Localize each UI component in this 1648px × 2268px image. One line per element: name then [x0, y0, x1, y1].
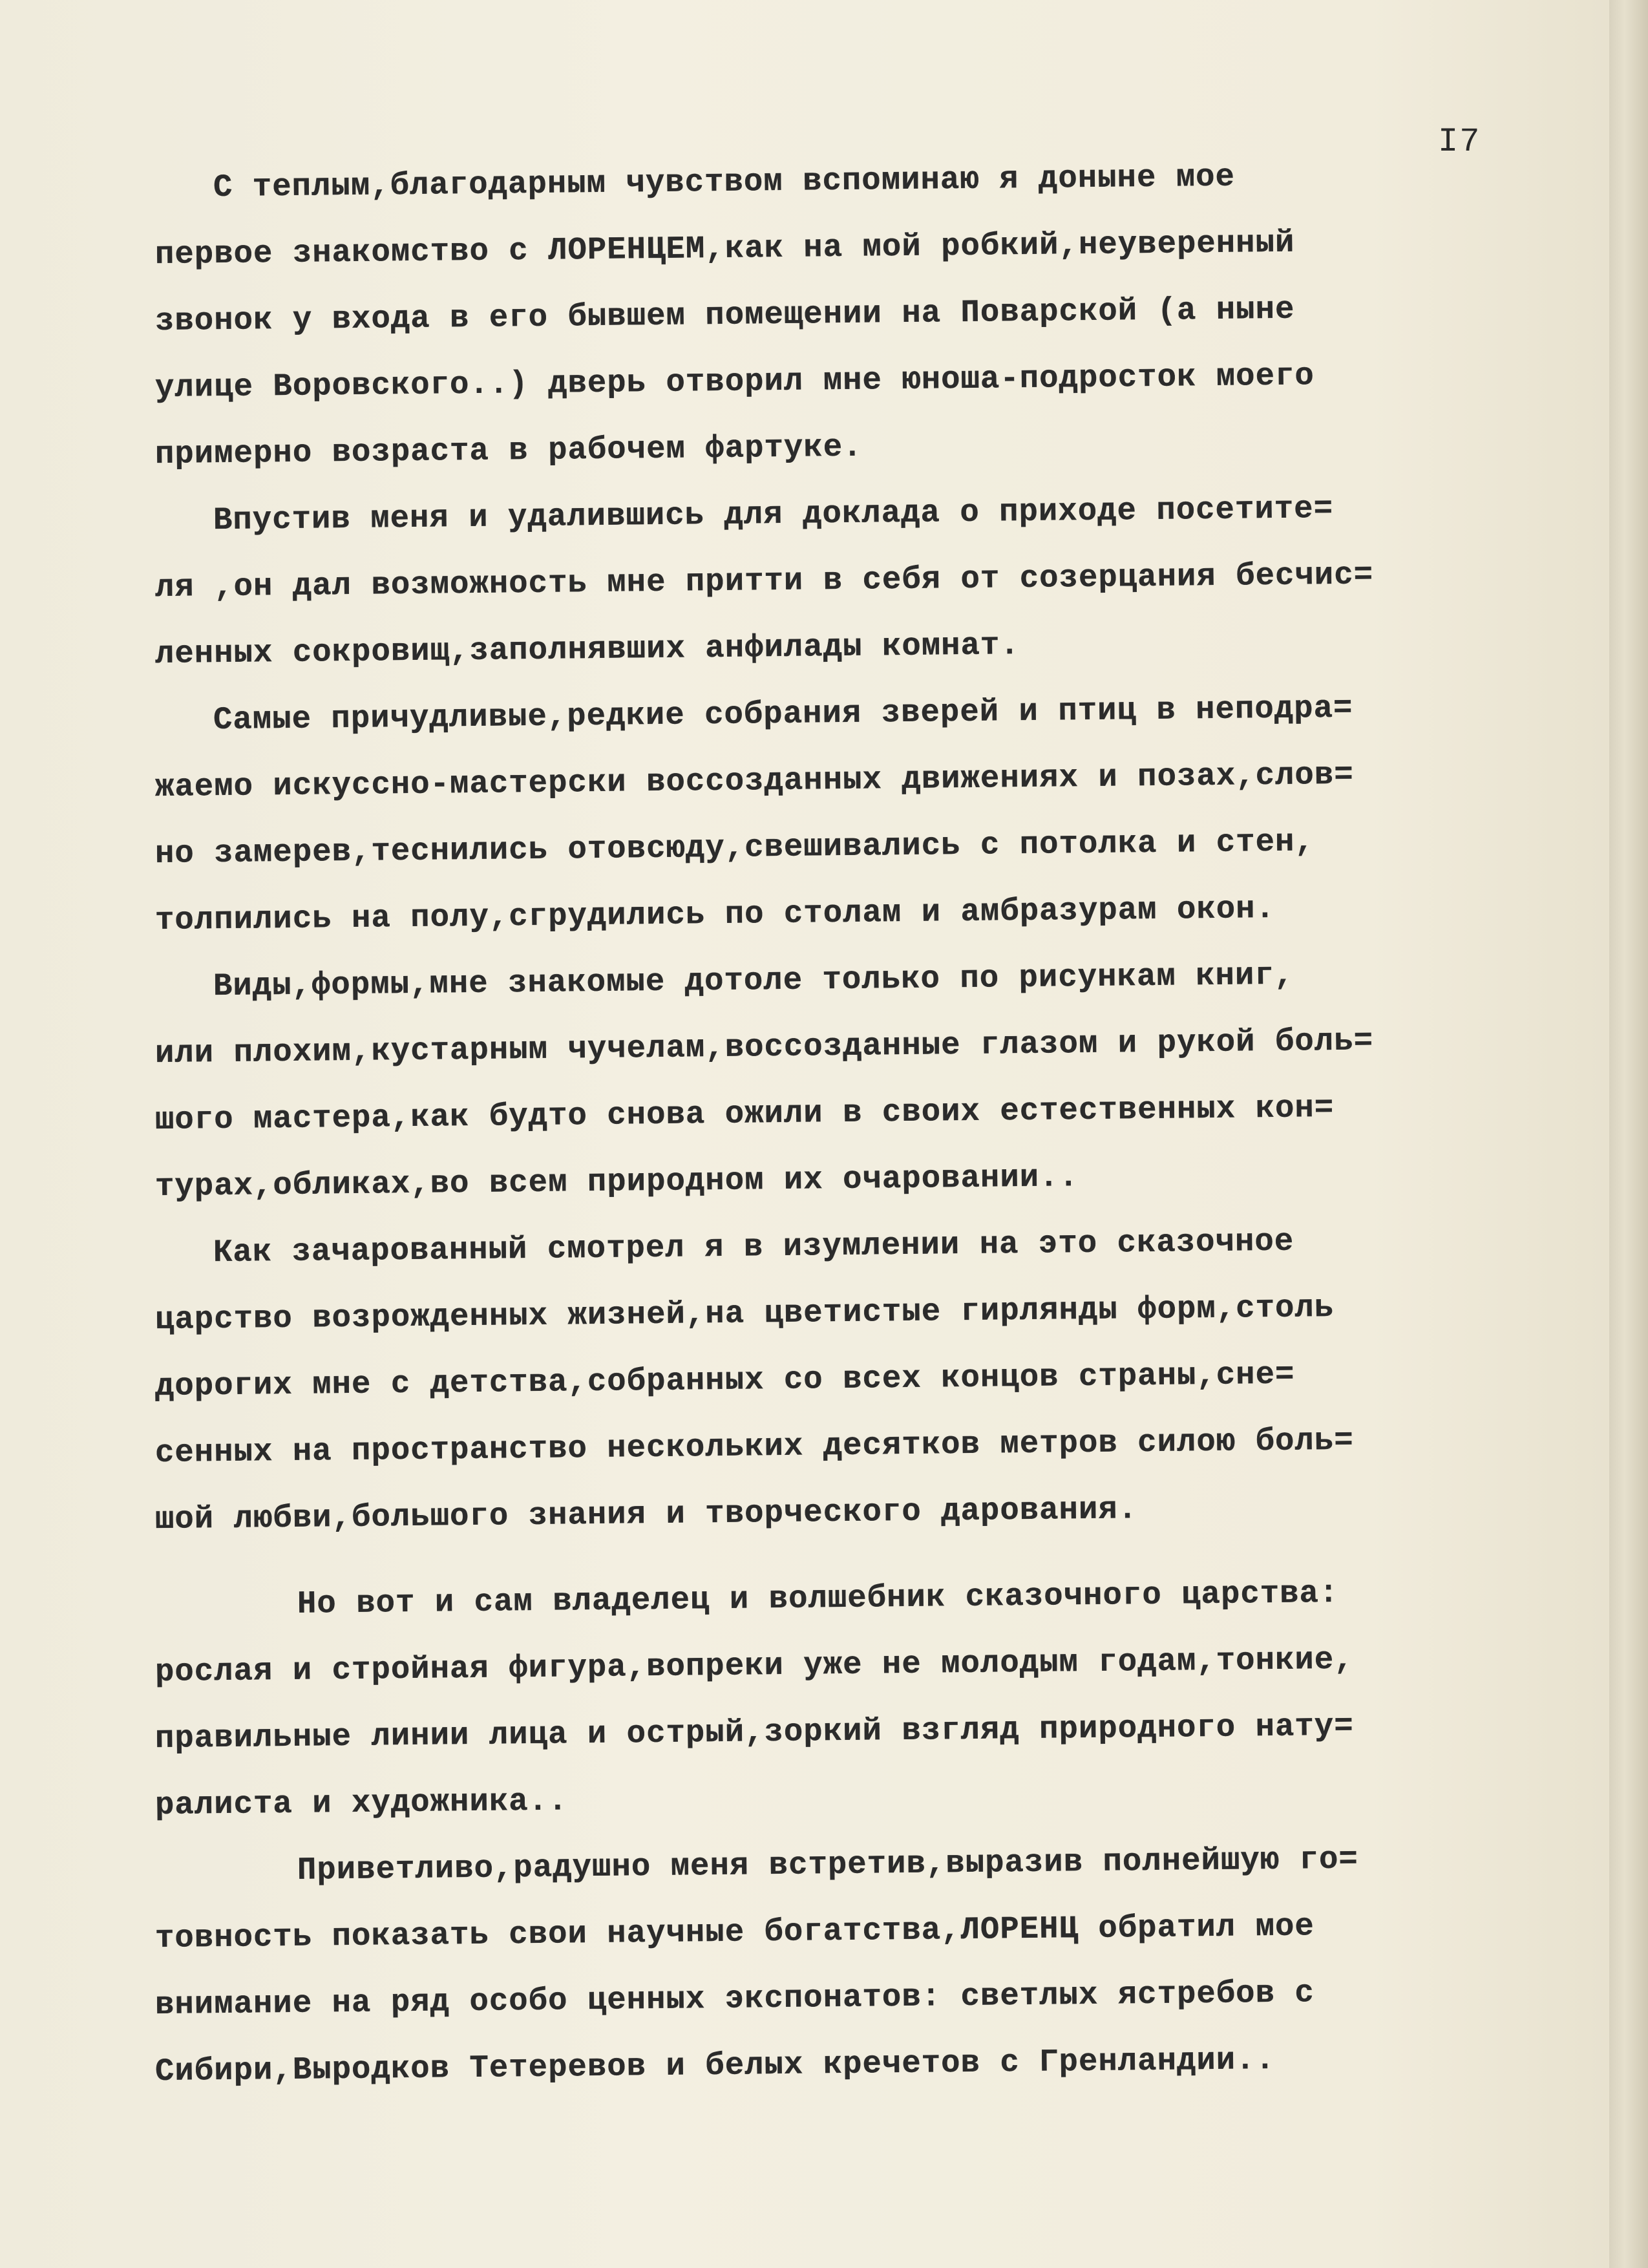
page-number: I7: [1438, 123, 1481, 161]
text-line: Сибири,Выродков Тетеревов и белых кречетов с Гренландии..: [154, 2041, 1276, 2090]
text-line: улице Воровского..) дверь отворил мне юноша-подросток моего: [154, 357, 1315, 406]
paragraph: [155, 688, 1499, 954]
text-line: дорогих мне с детства,собранных со всех концов страны,сне=: [154, 1356, 1295, 1404]
text-line: правильные линии лица и острый,зоркий взгляд природного нату=: [154, 1708, 1354, 1757]
text-line: жаемо искуссно-мастерски воссозданных движениях и позах,слов=: [154, 756, 1354, 805]
text-line: Виды,формы,мне знакомые дотоле только по рисункам книг,: [213, 957, 1294, 1005]
text-line: царство возрожденных жизней,на цветистые гирлянды форм,столь: [154, 1289, 1335, 1338]
text-line: Но вот и сам владелец и волшебник сказочного царства:: [297, 1574, 1339, 1622]
text-line: или плохим,кустарным чучелам,воссозданные глазом и рукой боль=: [154, 1023, 1374, 1072]
text-line: сенных на пространство нескольких десятков метров силою боль=: [154, 1422, 1354, 1471]
text-line: но замерев,теснились отовсюду,свешивались с потолка и стен,: [154, 823, 1315, 872]
paragraph: [155, 155, 1499, 488]
text-line: С теплым,благодарным чувством вспоминаю я доныне мое: [213, 158, 1236, 206]
text-line: ралиста и художника..: [154, 1783, 568, 1823]
text-line: первое знакомство с ЛОРЕНЦЕМ,как на мой робкий,неуверенный: [154, 224, 1295, 273]
text-line: внимание на ряд особо ценных экспонатов: светлых ястребов с: [154, 1975, 1315, 2023]
page-text: [155, 155, 1499, 2105]
text-line: шого мастера,как будто снова ожили в своих естественных кон=: [154, 1089, 1335, 1138]
text-line: Приветливо,радушно меня встретив,выразив полнейшую го=: [297, 1841, 1359, 1889]
paragraph: [155, 1220, 1499, 1553]
text-line: ленных сокровищ,заполнявших анфилады комнат.: [154, 626, 1020, 672]
paragraph: [155, 1573, 1499, 1839]
paragraph: [155, 954, 1499, 1220]
text-line: звонок у входа в его бывшем помещении на Поварской (а ныне: [154, 291, 1295, 339]
text-line: рослая и стройная фигура,вопреки уже не молодым годам,тонкие,: [154, 1641, 1354, 1690]
text-line: Как зачарованный смотрел я в изумлении на это сказочное: [213, 1223, 1294, 1271]
text-line: турах,обликах,во всем природном их очаровании..: [154, 1159, 1079, 1205]
paragraph: [155, 1839, 1499, 2105]
text-line: ля ,он дал возможность мне притти в себя от созерцания бесчис=: [154, 556, 1374, 606]
text-line: примерно возраста в рабочем фартуке.: [154, 429, 863, 472]
text-line: шой любви,большого знания и творческого дарования.: [154, 1491, 1138, 1538]
text-line: Самые причудливые,редкие собрания зверей и птиц в неподра=: [213, 690, 1353, 739]
page-edge: [1609, 0, 1648, 2268]
text-line: Впустив меня и удалившись для доклада о приходе посетите=: [213, 490, 1334, 539]
text-line: товность показать свои научные богатства,ЛОРЕНЦ обратил мое: [154, 1908, 1315, 1956]
text-line: толпились на полу,сгрудились по столам и амбразурам окон.: [154, 890, 1276, 938]
paragraph: [155, 488, 1499, 688]
